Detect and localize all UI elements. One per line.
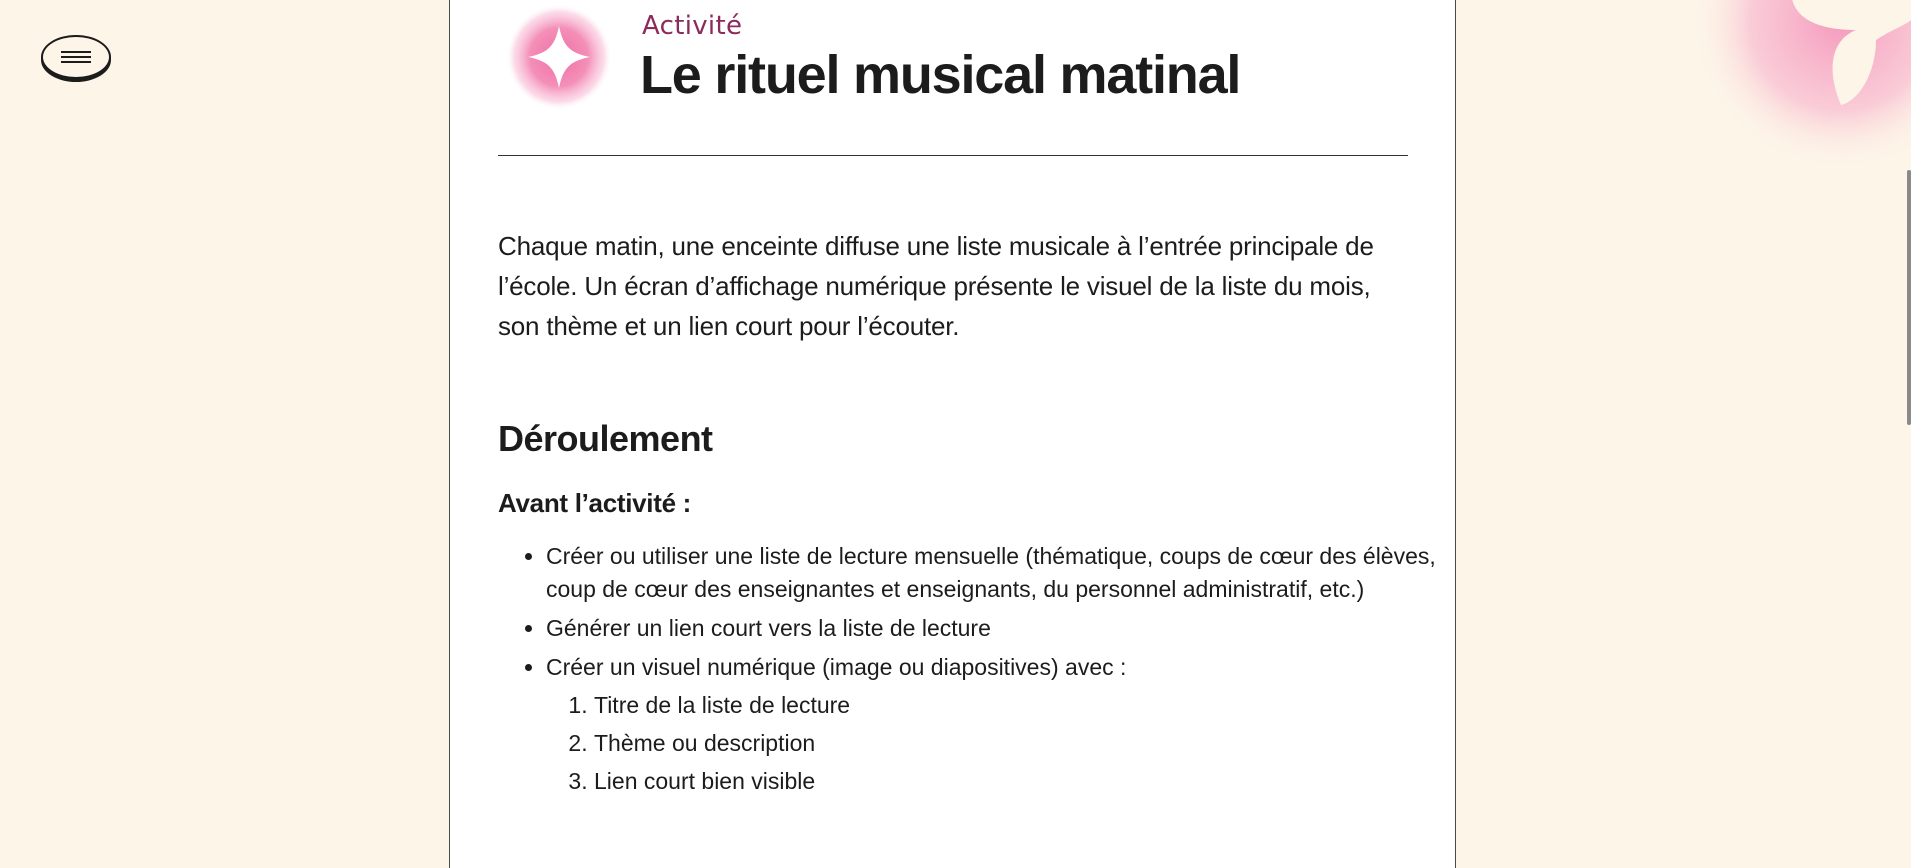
subsection-title-avant: Avant l’activité : (498, 488, 692, 518)
article-card (449, 0, 1456, 868)
list-item-label: Créer un visuel numérique (image ou diapositives) avec : (546, 654, 1127, 680)
list-item: 2. Thème ou description (594, 724, 1446, 762)
hamburger-menu-icon (61, 51, 91, 63)
list-item: 3. Lien court bien visible (594, 762, 1446, 800)
page-title: Le rituel musical matinal (640, 45, 1241, 105)
sparkle-star-icon (506, 4, 612, 110)
list-item: • Créer ou utiliser une liste de lecture mensuelle (thématique, coups de cœur des élèves, coup de cœur des enseignantes et enseignants, du personnel administratif, etc.) (546, 540, 1446, 606)
menu-button[interactable] (41, 35, 111, 79)
article-header (498, 0, 1408, 156)
scrollbar-thumb[interactable] (1907, 170, 1911, 425)
visual-contents-list (546, 686, 1446, 800)
decorative-pink-blob (1691, 0, 1911, 170)
list-item (546, 651, 1446, 800)
list-item: 1. Titre de la liste de lecture (594, 686, 1446, 724)
list-item: • Générer un lien court vers la liste de lecture (546, 612, 1446, 645)
scrollbar[interactable] (1905, 0, 1911, 868)
intro-paragraph: Chaque matin, une enceinte diffuse une liste musicale à l’entrée principale de l’école. Un écran d’affichage numérique présente le visuel de la liste du mois, son thème et un lien court pour l’écouter. (498, 231, 1374, 341)
activity-kicker: Activité (642, 11, 743, 41)
steps-list (498, 540, 1446, 806)
section-title-deroulement: Déroulement (498, 418, 713, 459)
